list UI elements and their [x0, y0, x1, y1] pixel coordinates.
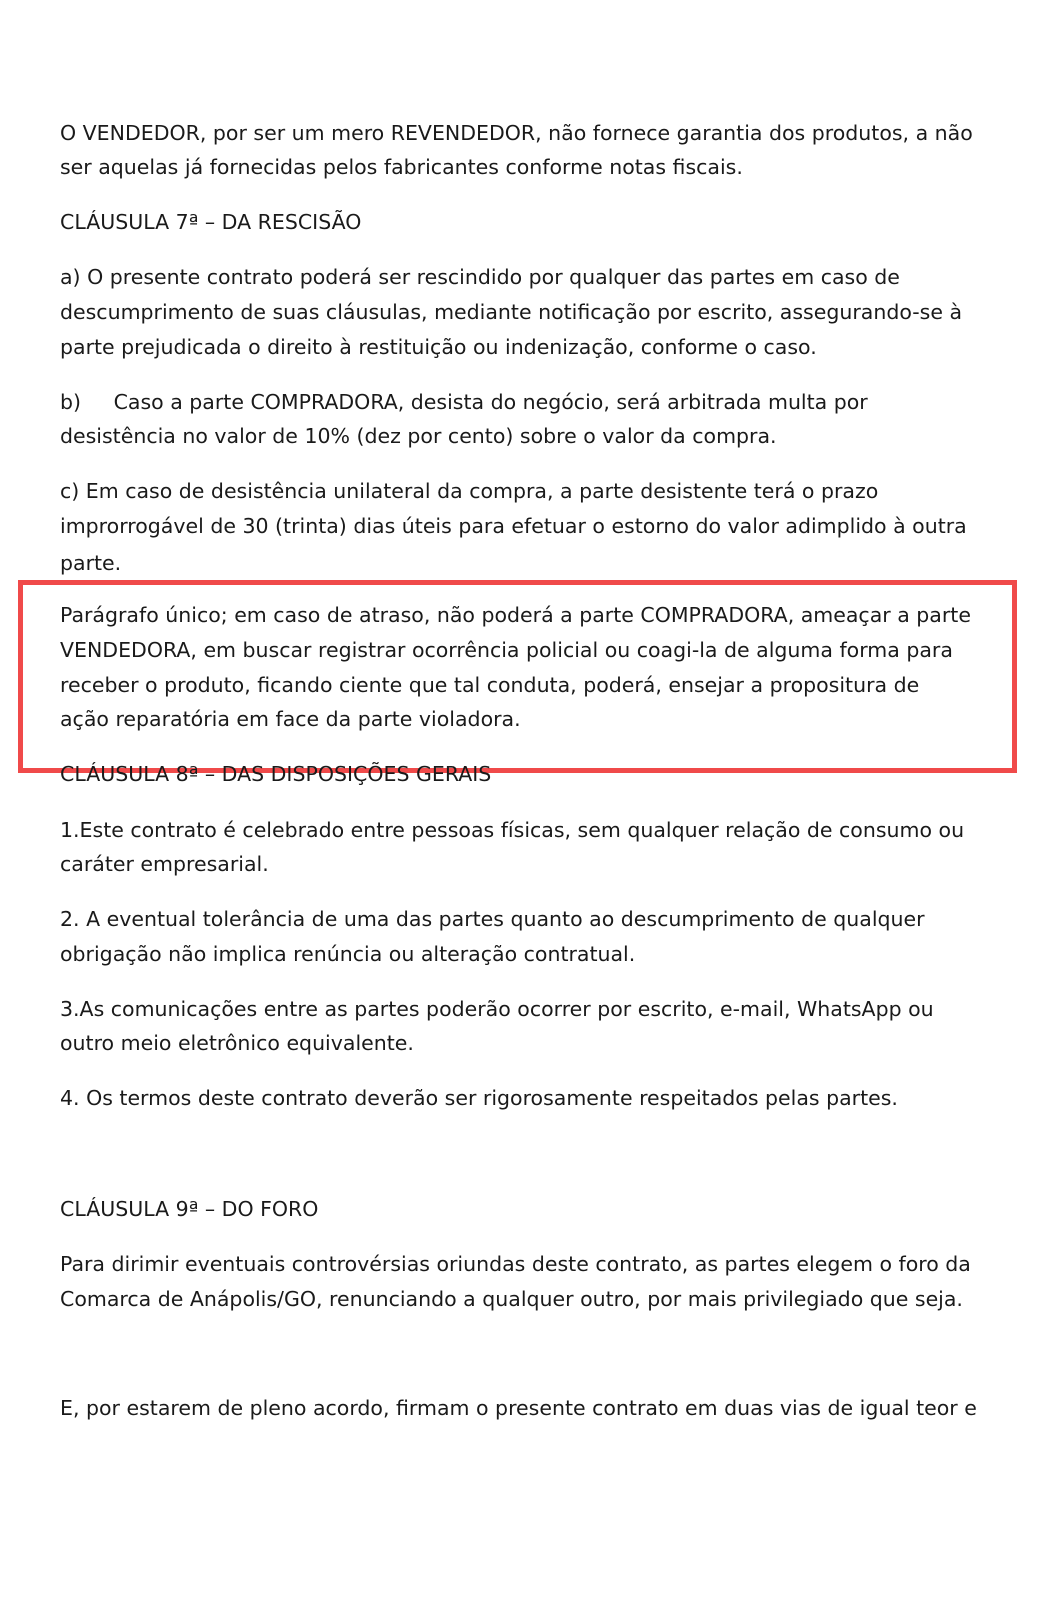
text-line: receber o produto, ficando ciente que tal conduta, poderá, ensejar a propositura de [60, 673, 920, 697]
text-line: E, por estarem de pleno acordo, firmam o presente contrato em duas vias de igual teor e [60, 1396, 977, 1420]
text-line: parte. [60, 551, 122, 575]
text-line: descumprimento de suas cláusulas, mediante notificação por escrito, assegurando-se à [60, 300, 963, 324]
clipped-text-line [60, 551, 180, 576]
text-line: 3.As comunicações entre as partes poderão ocorrer por escrito, e-mail, WhatsApp ou [60, 997, 934, 1021]
text-line: desistência no valor de 10% (dez por cento) sobre o valor da compra. [60, 424, 777, 448]
text-line: 4. Os termos deste contrato deverão ser rigorosamente respeitados pelas partes. [60, 1086, 898, 1110]
text-line: VENDEDORA, em buscar registrar ocorrência policial ou coagi-la de alguma forma para [60, 638, 953, 662]
text-line: a) O presente contrato poderá ser rescindido por qualquer das partes em caso de [60, 265, 900, 289]
text-line: Parágrafo único; em caso de atraso, não poderá a parte COMPRADORA, ameaçar a parte [60, 603, 971, 627]
text-line: caráter empresarial. [60, 852, 269, 876]
text-line: obrigação não implica renúncia ou alteração contratual. [60, 942, 636, 966]
text-line: 1.Este contrato é celebrado entre pessoas físicas, sem qualquer relação de consumo ou [60, 818, 965, 842]
text-line: 2. A eventual tolerância de uma das partes quanto ao descumprimento de qualquer [60, 907, 925, 931]
text-line: Para dirimir eventuais controvérsias oriundas deste contrato, as partes elegem o foro da [60, 1252, 971, 1276]
text-line: Comarca de Anápolis/GO, renunciando a qualquer outro, por mais privilegiado que seja. [60, 1287, 963, 1311]
text-line: c) Em caso de desistência unilateral da compra, a parte desistente terá o prazo [60, 479, 879, 503]
text-line: improrrogável de 30 (trinta) dias úteis para efetuar o estorno do valor adimplido à outra [60, 514, 967, 538]
text-line: ser aquelas já fornecidas pelos fabricantes conforme notas fiscais. [60, 155, 743, 179]
clause-9-heading: CLÁUSULA 9ª – DO FORO [60, 1197, 319, 1221]
clause-8-heading: CLÁUSULA 8ª – DAS DISPOSIÇÕES GERAIS [60, 762, 492, 786]
text-line: outro meio eletrônico equivalente. [60, 1031, 414, 1055]
text-line: b) Caso a parte COMPRADORA, desista do negócio, será arbitrada multa por [60, 390, 868, 414]
text-line: parte prejudicada o direito à restituição ou indenização, conforme o caso. [60, 335, 817, 359]
text-line: O VENDEDOR, por ser um mero REVENDEDOR, não fornece garantia dos produtos, a não [60, 121, 973, 145]
text-line: ação reparatória em face da parte violadora. [60, 707, 521, 731]
clause-7-heading: CLÁUSULA 7ª – DA RESCISÃO [60, 210, 362, 234]
